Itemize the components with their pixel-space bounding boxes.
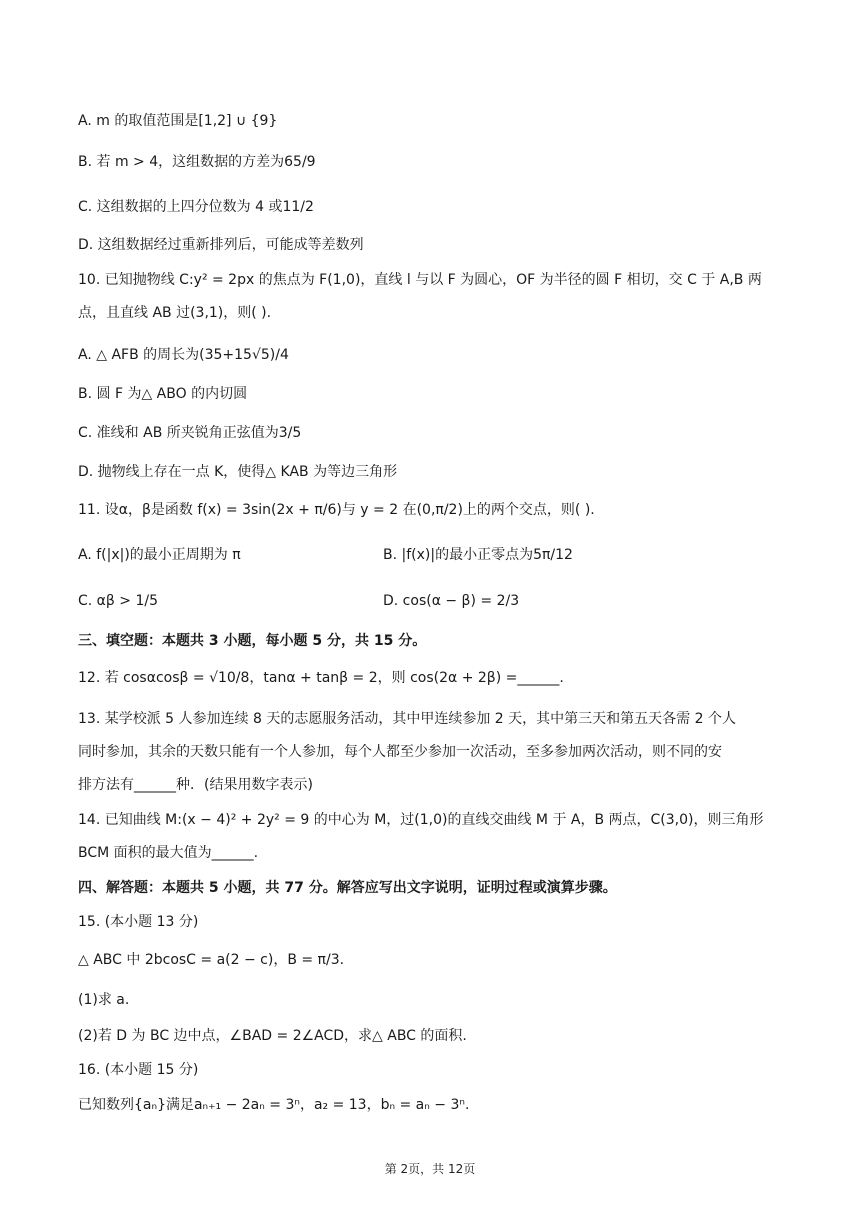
question-16-title: 16. (本小题 15 分) <box>78 1062 199 1078</box>
option-10d: D. 抛物线上存在一点 K，使得△ KAB 为等边三角形 <box>78 464 398 480</box>
option-11a: A. f(|x|)的最小正周期为 π <box>78 547 241 563</box>
question-13-line2: 同时参加，其余的天数只能有一个人参加，每个人都至少参加一次活动，至多参加两次活动，则不同的安 <box>78 744 722 760</box>
option-11d: D. cos(α − β) = 2/3 <box>383 593 520 609</box>
option-9b: B. 若 m > 4，这组数据的方差为65/9 <box>78 154 316 170</box>
question-13-line3: 排方法有______种．(结果用数字表示) <box>78 777 313 793</box>
option-10b: B. 圆 F 为△ ABO 的内切圆 <box>78 386 248 402</box>
question-15-part1: (1)求 a. <box>78 992 130 1008</box>
option-9a: A. m 的取值范围是[1,2] ∪ {9} <box>78 113 278 129</box>
page-footer: 第 2页，共 12页 <box>384 1162 476 1176</box>
question-15-title: 15. (本小题 13 分) <box>78 914 199 930</box>
question-15-stem: △ ABC 中 2bcosC = a(2 − c)，B = π/3. <box>78 952 345 968</box>
question-15-part2: (2)若 D 为 BC 边中点，∠BAD = 2∠ACD，求△ ABC 的面积. <box>78 1028 467 1044</box>
option-10a: A. △ AFB 的周长为(35+15√5)/4 <box>78 347 289 363</box>
option-11b: B. |f(x)|的最小正零点为5π/12 <box>383 547 573 563</box>
question-10-line2: 点，且直线 AB 过(3,1)，则( ). <box>78 305 272 321</box>
question-13-line1: 13. 某学校派 5 人参加连续 8 天的志愿服务活动，其中甲连续参加 2 天，其中第三天和第五天各需 2 个人 <box>78 711 736 727</box>
section-4-heading: 四、解答题：本题共 5 小题，共 77 分。解答应写出文字说明，证明过程或演算步骤。 <box>78 880 617 896</box>
question-12: 12. 若 cosαcosβ = √10/8，tanα + tanβ = 2，则 cos(2α + 2β) =______. <box>78 670 564 686</box>
option-10c: C. 准线和 AB 所夹锐角正弦值为3/5 <box>78 425 302 441</box>
question-11: 11. 设α，β是函数 f(x) = 3sin(2x + π/6)与 y = 2 在(0,π/2)上的两个交点，则( ). <box>78 502 595 518</box>
question-16-stem: 已知数列{aₙ}满足aₙ₊₁ − 2aₙ = 3ⁿ，a₂ = 13，bₙ = aₙ − 3ⁿ. <box>78 1097 470 1113</box>
section-3-heading: 三、填空题：本题共 3 小题，每小题 5 分，共 15 分。 <box>78 633 427 649</box>
option-9d: D. 这组数据经过重新排列后，可能成等差数列 <box>78 237 364 253</box>
question-10-line1: 10. 已知抛物线 C:y² = 2px 的焦点为 F(1,0)，直线 l 与以 F 为圆心，OF 为半径的圆 F 相切，交 C 于 A,B 两 <box>78 272 762 288</box>
option-9c: C. 这组数据的上四分位数为 4 或11/2 <box>78 199 314 215</box>
option-11c: C. αβ > 1/5 <box>78 593 159 609</box>
question-14-line2: BCM 面积的最大值为______. <box>78 845 259 861</box>
question-14-line1: 14. 已知曲线 M:(x − 4)² + 2y² = 9 的中心为 M，过(1,0)的直线交曲线 M 于 A，B 两点，C(3,0)，则三角形 <box>78 812 764 828</box>
